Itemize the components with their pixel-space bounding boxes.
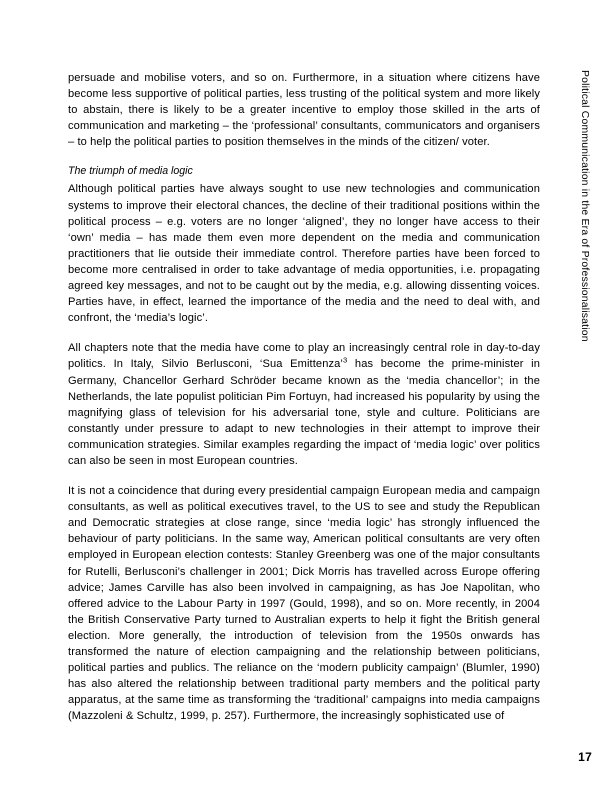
footnote-marker: 3 [343,355,348,365]
section-heading: The triumph of media logic [68,165,193,178]
page-content [68,70,540,724]
running-head: Political Communication in the Era of Professionalisation [579,70,590,342]
page-number: 17 [578,750,592,764]
paragraph-chapters-part2: has become the prime-minister in Germany, Chancellor Gerhard Schröder became known as the ‘media chancellor’; in the Netherlands, the late populist politician Pim Fortuyn, had increased his popularity by using the magnifying glass of television for his adversarial tone, style and culture. Politicians are constantly under pressure to adapt to new technologies in their attempt to improve their communication strategies. Similar examples regarding the impact of ‘media logic’ over politics can also be seen in most European countries. [68,358,540,467]
paragraph-media-logic: Although political parties have always sought to use new technologies and communication systems to improve their electoral chances, the decline of their traditional positions within the political process – e.g. voters are no longer ‘aligned’, they no longer have access to their ‘own’ media – has made them even more dependent on the media and communication practitioners that lie outside their immediate control. Therefore parties have been forced to become more centralised in order to take advantage of media opportunities, i.e. propagating agreed key messages, and not to be caught out by the media, e.g. allowing dissenting voices. Parties have, in effect, learned the importance of the media and the need to deal with, and confront, the ‘media’s logic’. [68,183,540,325]
paragraph-chapters-part1: All chapters note that the media have come to play an increasingly central role in day-to-day politics. In Italy, Silvio Berlusconi, ‘Sua Emittenza’ [68,342,540,371]
paragraph-consultants: It is not a coincidence that during every presidential campaign European media and campaign consultants, as well as political executives travel, to the US to see and study the Republican and Democratic strategies at close range, since ‘media logic’ has strongly influenced the behaviour of party politicians. In the same way, American political consultants are very often employed in European election contests: Stanley Greenberg was one of the major consultants for Rutelli, Berlusconi’s challenger in 2001; Dick Morris has travelled across Europe offering advice; James Carville has also been involved in campaigning, as has Joe Napolitan, who offered advice to the Labour Party in 1997 (Gould, 1998), and so on. More recently, in 2004 the British Conservative Party turned to Australian experts to help it fight the British general election. More generally, the introduction of television from the 1950s onwards has transformed the nature of election campaigning and the relationship between politicians, political parties and publics. The reliance on the ‘modern publicity campaign’ (Blumler, 1990) has also altered the relationship between traditional party members and the political party apparatus, at the same time as transforming the ‘traditional’ campaigns into media campaigns (Mazzoleni & Schultz, 1999, p. 257). Furthermore, the increasingly sophisticated use of [68,485,540,723]
paragraph-intro: persuade and mobilise voters, and so on. Furthermore, in a situation where citizens have become less supportive of political parties, less trusting of the political system and more likely to abstain, there is likely to be a greater incentive to employ those skilled in the arts of communication and marketing – the ‘professional’ consultants, communicators and organisers – to help the political parties to position themselves in the minds of the citizen/ voter. [68,72,540,149]
paragraph-chapters [68,340,540,469]
